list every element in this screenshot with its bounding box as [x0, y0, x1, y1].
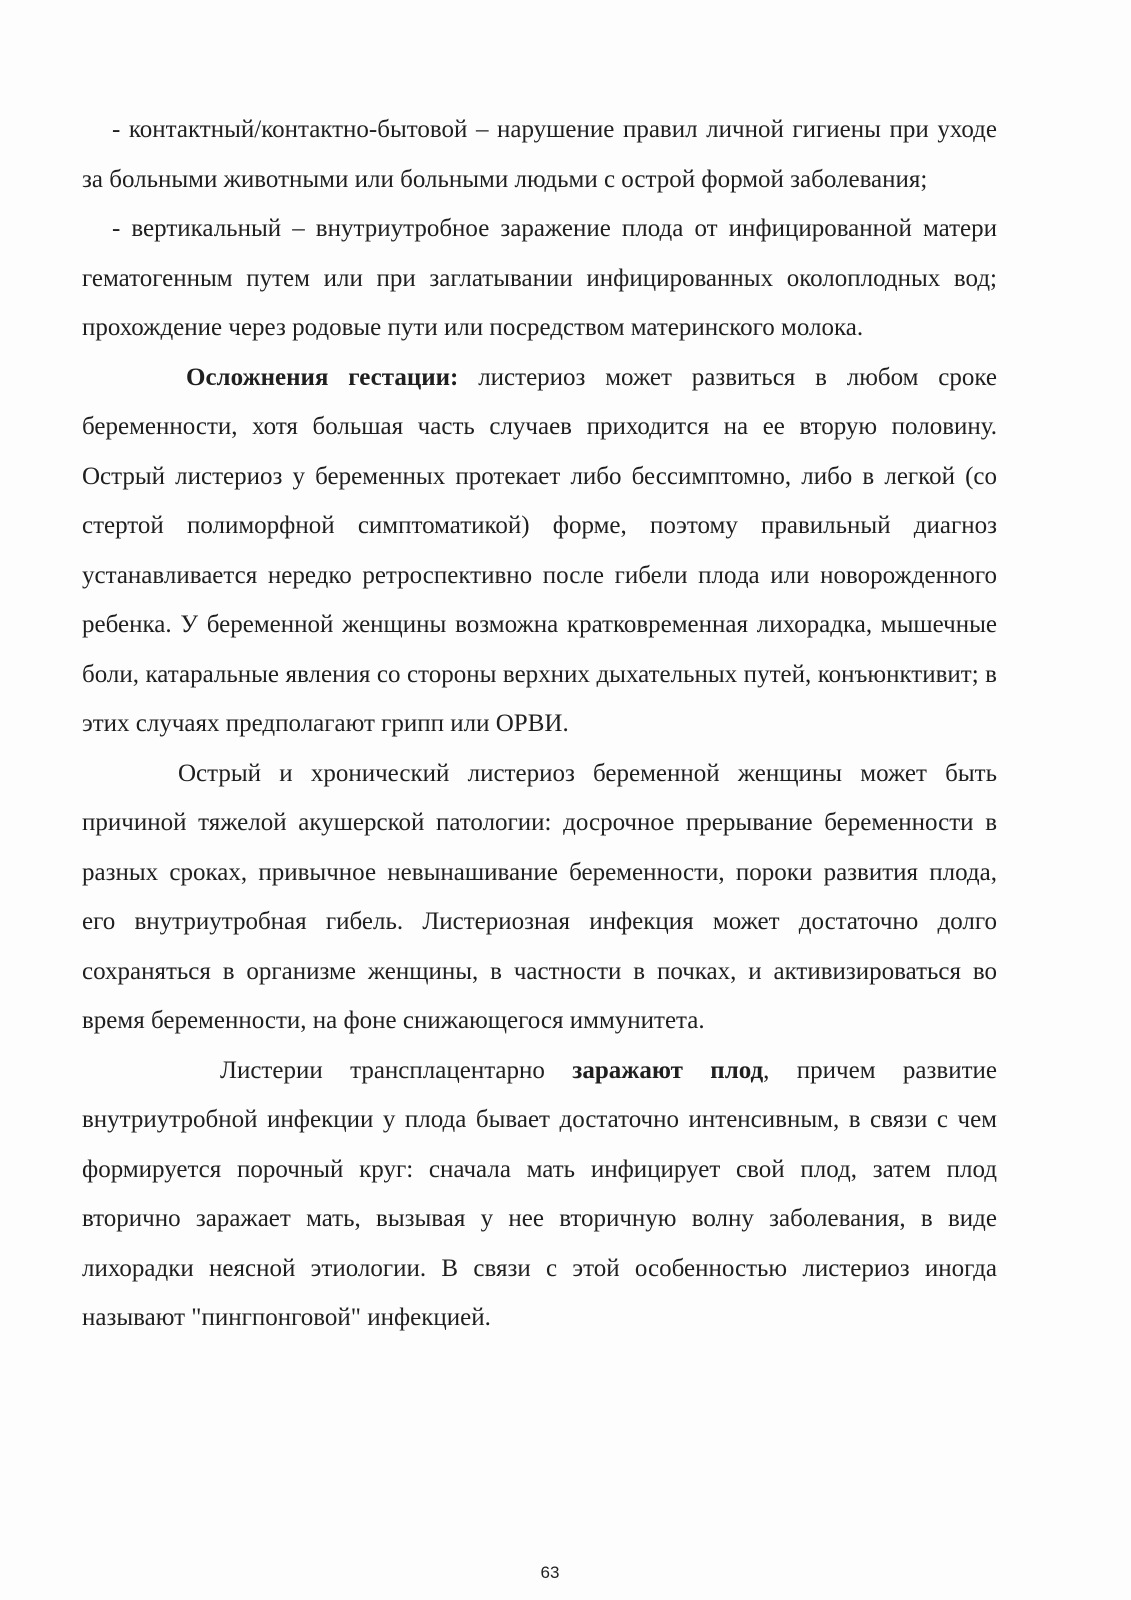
bold-phrase-infect-fetus: заражают плод	[572, 1056, 764, 1084]
paragraph-gestation-complications	[82, 353, 997, 749]
bullet-item-contact: - контактный/контактно-бытовой – нарушение правил личной гигиены при уходе за больными животными или больными людьми с острой формой заболевания;	[82, 116, 997, 193]
bullet-item-vertical: - вертикальный – внутриутробное заражение плода от инфицированной матери гематогенным путем или при заглатывании инфицированных околоплодных вод; прохождение через родовые пути или посредством материнского молока.	[82, 215, 997, 341]
paragraph-fetal-infection	[82, 1046, 997, 1343]
page-number: 63	[540, 1563, 560, 1582]
paragraph-text: листериоз может развиться в любом сроке беременности, хотя большая часть случаев приходится на ее вторую половину. Острый листериоз у беременных протекает либо бессимптомно, либо в легкой (со стертой полиморфной симптоматикой) форме, поэтому правильный диагноз устанавливается нередко ретроспективно после гибели плода или новорожденного ребенка. У беременной женщины возможна кратковременная лихорадка, мышечные боли, катаральные явления со стороны верхних дыхательных путей, конъюнктивит; в этих случаях предполагают грипп или ОРВИ.	[82, 363, 997, 737]
paragraph-text: Листерии трансплацентарно	[220, 1056, 573, 1084]
paragraph-chronic-listeriosis: Острый и хронический листериоз беременной женщины может быть причиной тяжелой акушерской патологии: досрочное прерывание беременности в разных сроках, привычное невынашивание беременности, пороки развития плода, его внутриутробная гибель. Листериозная инфекция может достаточно долго сохраняться в организме женщины, в частности в почках, и активизироваться во время беременности, на фоне снижающегося иммунитета.	[82, 759, 997, 1034]
paragraph-text: , причем развитие внутриутробной инфекции у плода бывает достаточно интенсивным, в связи с чем формируется порочный круг: сначала мать инфицирует свой плод, затем плод вторично заражает мать, вызывая у нее вторичную волну заболевания, в виде лихорадки неясной этиологии. В связи с этой особенностью листериоз иногда называют "пингпонговой" инфекцией.	[82, 1056, 997, 1331]
bold-heading-gestation: Осложнения гестации:	[186, 363, 459, 391]
body-text	[82, 105, 997, 1343]
